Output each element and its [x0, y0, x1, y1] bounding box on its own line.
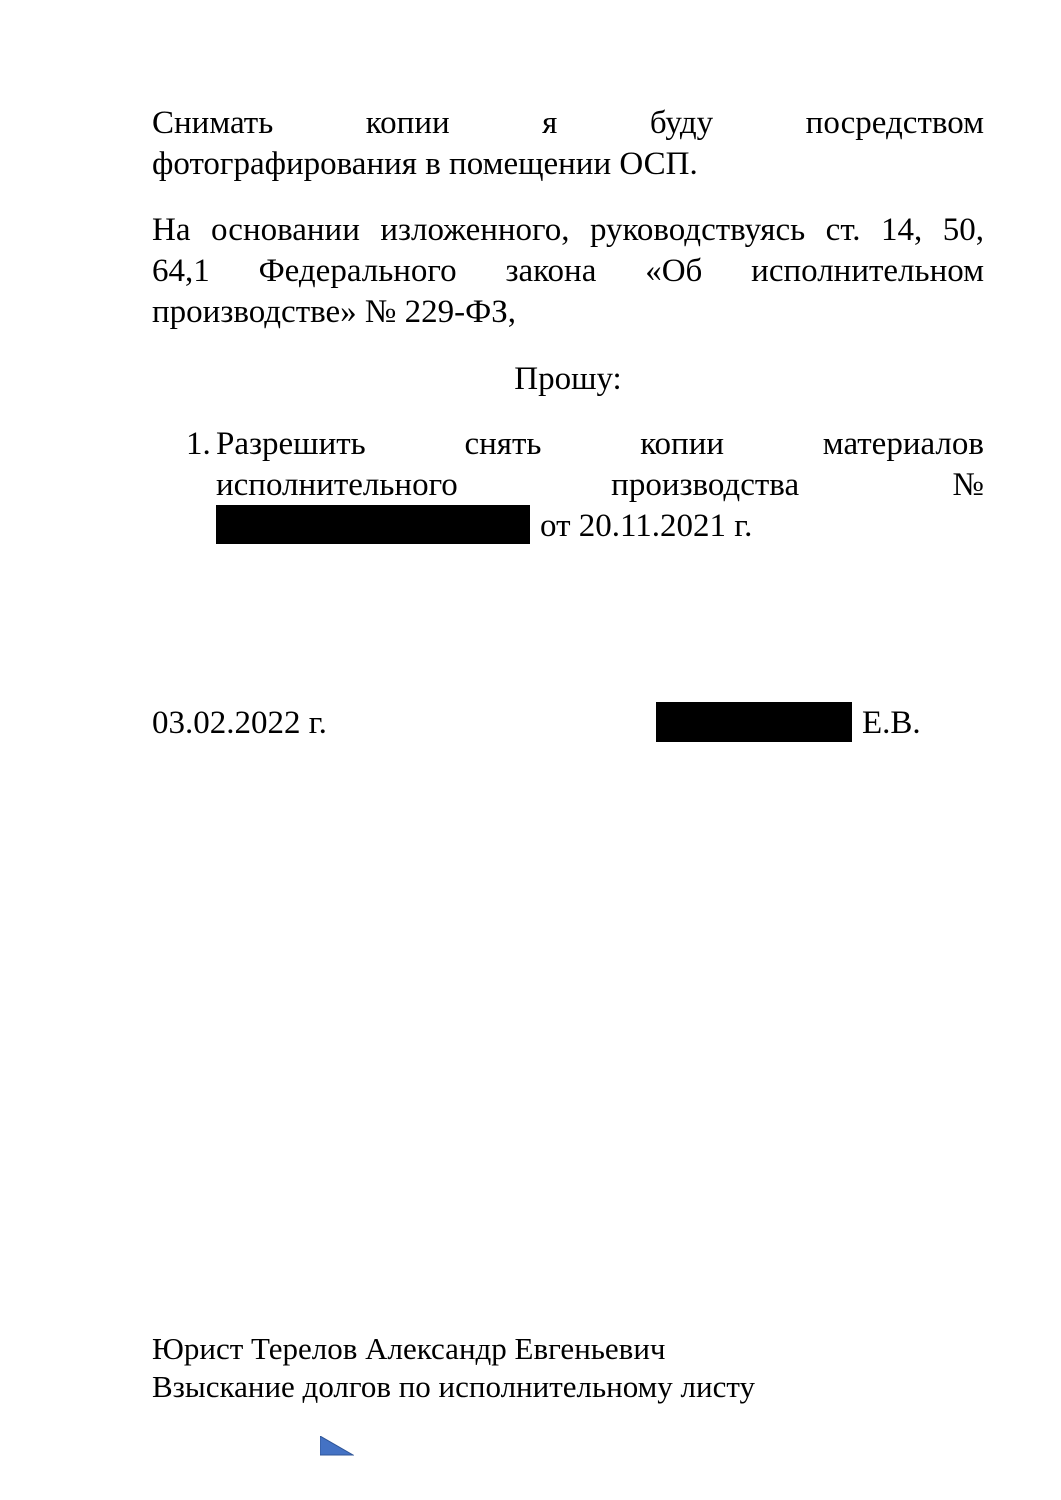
paragraph2-line2 [152, 251, 984, 292]
document-date: 03.02.2022 г. [152, 705, 327, 741]
word: ст. [825, 212, 861, 248]
word: На [152, 212, 191, 248]
word: снять [464, 426, 542, 462]
word: производства [611, 467, 800, 503]
word: я [542, 105, 558, 141]
word: Разрешить [216, 426, 366, 462]
paragraph1-line1 [152, 103, 984, 144]
word: закона [505, 253, 597, 289]
signer-initials: Е.В. [862, 705, 921, 741]
triangle-marker-icon [320, 1436, 354, 1456]
word: «Об [645, 253, 703, 289]
word: 50, [942, 212, 984, 248]
word: копии [365, 105, 450, 141]
list-item-number: 1. [186, 426, 211, 462]
word: исполнительного [216, 467, 458, 503]
word: изложенного, [380, 212, 570, 248]
word: № [952, 467, 984, 503]
list-item-line2 [216, 465, 984, 506]
request-heading: Прошу: [514, 361, 622, 397]
word: копии [640, 426, 725, 462]
word: основании [210, 212, 360, 248]
paragraph1-line2: фотографирования в помещении ОСП. [152, 146, 698, 182]
word: Снимать [152, 105, 274, 141]
word: исполнительном [751, 253, 984, 289]
word: 64,1 [152, 253, 210, 289]
word: буду [649, 105, 714, 141]
word: посредством [805, 105, 984, 141]
footer-author: Юрист Терелов Александр Евгеньевич [152, 1331, 666, 1366]
footer-service: Взыскание долгов по исполнительному листу [152, 1369, 755, 1404]
redacted-surname [656, 702, 852, 742]
paragraph2-line1 [152, 210, 984, 251]
word: 14, [881, 212, 923, 248]
case-date: от 20.11.2021 г. [540, 508, 753, 544]
word: Федерального [258, 253, 457, 289]
word: руководствуясь [589, 212, 806, 248]
list-item-line1 [216, 424, 984, 465]
redacted-case-number [216, 505, 530, 544]
word: материалов [822, 426, 984, 462]
paragraph2-line3: производстве» № 229-ФЗ, [152, 294, 516, 330]
